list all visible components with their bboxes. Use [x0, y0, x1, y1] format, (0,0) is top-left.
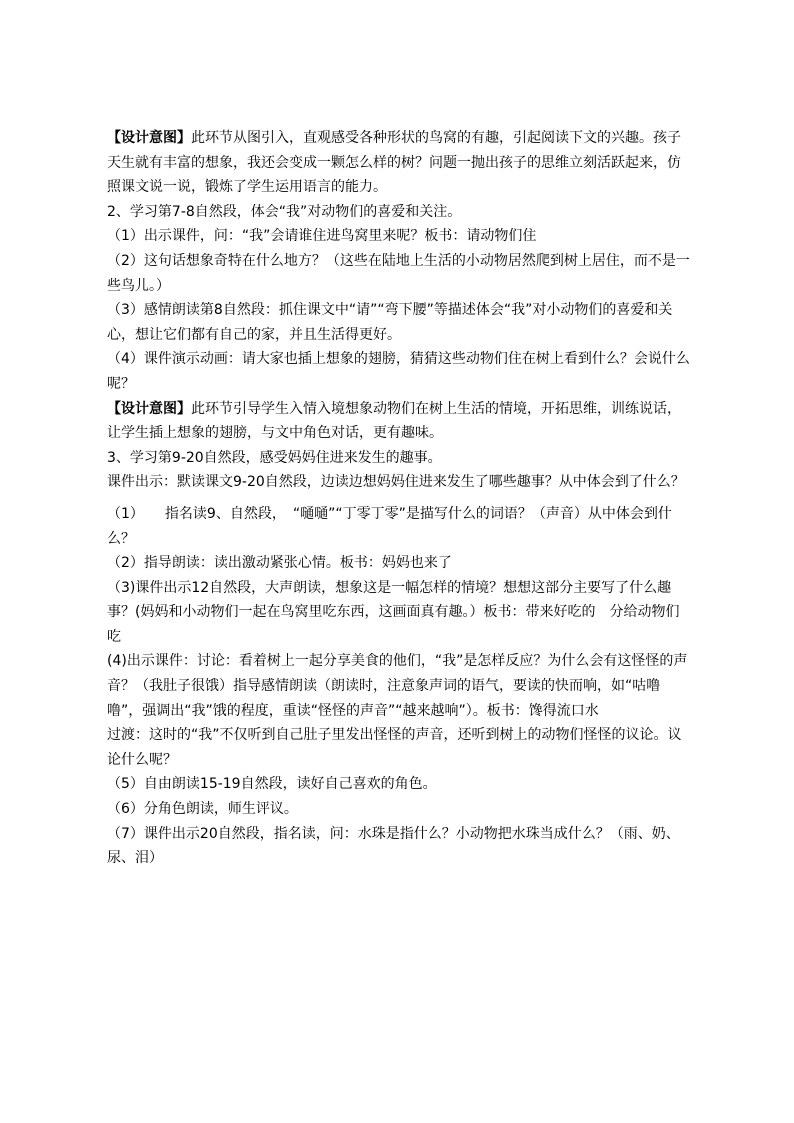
paragraph-text: 此环节从图引入，直观感受各种形状的鸟窝的有趣，引起阅读下文的兴趣。孩子天生就有丰富的想象，我还会变成一颗怎么样的树？问题一抛出孩子的思维立刻活跃起来，仿照课文说一说，锻炼了学生运用语言的能力。: [107, 130, 681, 196]
paragraph-sub-step-3: [107, 576, 692, 650]
paragraph-design-intent-1: [107, 126, 692, 200]
paragraph-transition: [107, 723, 692, 772]
paragraph-section-3: [107, 446, 692, 471]
paragraph-step-4: [107, 347, 692, 396]
paragraph-text: 过渡：这时的“我”不仅听到自己肚子里发出怪怪的声音，还听到树上的动物们怪怪的议论。议论什么呢？: [107, 727, 682, 768]
paragraph-text: （2）这句话想象奇特在什么地方？（这些在陆地上生活的小动物居然爬到树上居住，而不是一些鸟儿。）: [107, 252, 690, 294]
paragraph-text: （7）课件出示20自然段，指名读，问：水珠是指什么？小动物把水珠当成什么？（雨、奶、尿、泪）: [107, 825, 680, 867]
paragraph-design-intent-2: [107, 397, 692, 446]
paragraph-text: 课件出示：默读课文9-20自然段，边读边想妈妈住进来发生了哪些趣事？从中体会到了什么？: [107, 474, 685, 491]
paragraph-text: （5）自由朗读15-19自然段，读好自己喜欢的角色。: [107, 776, 437, 793]
paragraph-text: 2、学习第7-8自然段，体会“我”对动物们的喜爱和关注。: [107, 203, 462, 220]
paragraph-text: （3)课件出示12自然段，大声朗读，想象这是一幅怎样的情境？想想这部分主要写了什么趣事？(妈妈和小动物们一起在鸟窝里吃东西，这画面真有趣。）板书：带来好吃的 分给动物们吃: [107, 579, 680, 645]
paragraph-text: （6）分角色朗读，师生评议。: [107, 801, 298, 818]
paragraph-sub-step-6: [107, 797, 692, 822]
paragraph-step-1: [107, 224, 692, 249]
document-body: [107, 126, 692, 871]
paragraph-step-2: [107, 249, 692, 298]
paragraph-section-2: [107, 200, 692, 225]
paragraph-text: (4)出示课件：讨论：看着树上一起分享美食的他们，“我”是怎样反应？为什么会有这怪怪的声音？（我肚子很饿）指导感情朗读（朗读时，注意象声词的语气，要读的快而响，如“咕噜噜”，强调出“我”饿的程度，重读“怪怪的声音”“越来越响”）。板书：馋得流口水: [107, 653, 688, 719]
paragraph-sub-step-7: [107, 822, 692, 871]
design-intent-label: 【设计意图】: [107, 130, 191, 146]
paragraph-text: （2）指导朗读：读出激动紧张心情。板书：妈妈也来了: [107, 555, 452, 572]
paragraph-courseware-prompt: [107, 470, 692, 495]
paragraph-text: （1） 指名读9、自然段， “嗵嗵”“丁零丁零”是描写什么的词语？（声音）从中体会到什么？: [107, 505, 672, 547]
paragraph-step-3: [107, 298, 692, 347]
paragraph-text: 此环节引导学生入情入境想象动物们在树上生活的情境，开拓思维，训练说话，让学生插上想象的翅膀，与文中角色对话，更有趣味。: [107, 400, 681, 442]
paragraph-text: （1）出示课件，问：“我”会请谁住进鸟窝里来呢？板书：请动物们住: [107, 228, 537, 245]
paragraph-text: （4）课件演示动画：请大家也插上想象的翅膀，猜猜这些动物们住在树上看到什么？会说什么呢？: [107, 351, 690, 392]
paragraph-sub-step-5: [107, 772, 692, 797]
paragraph-text: （3）感情朗读第8自然段：抓住课文中“请”“弯下腰”等描述体会“我”对小动物们的喜爱和关心，想让它们都有自己的家，并且生活得更好。: [107, 302, 673, 343]
paragraph-sub-step-4: [107, 649, 692, 723]
paragraph-sub-step-2: [107, 551, 692, 576]
design-intent-label: 【设计意图】: [107, 400, 191, 417]
paragraph-sub-step-1: [107, 502, 692, 551]
paragraph-text: 3、学习第9-20自然段，感受妈妈住进来发生的趣事。: [107, 449, 442, 466]
